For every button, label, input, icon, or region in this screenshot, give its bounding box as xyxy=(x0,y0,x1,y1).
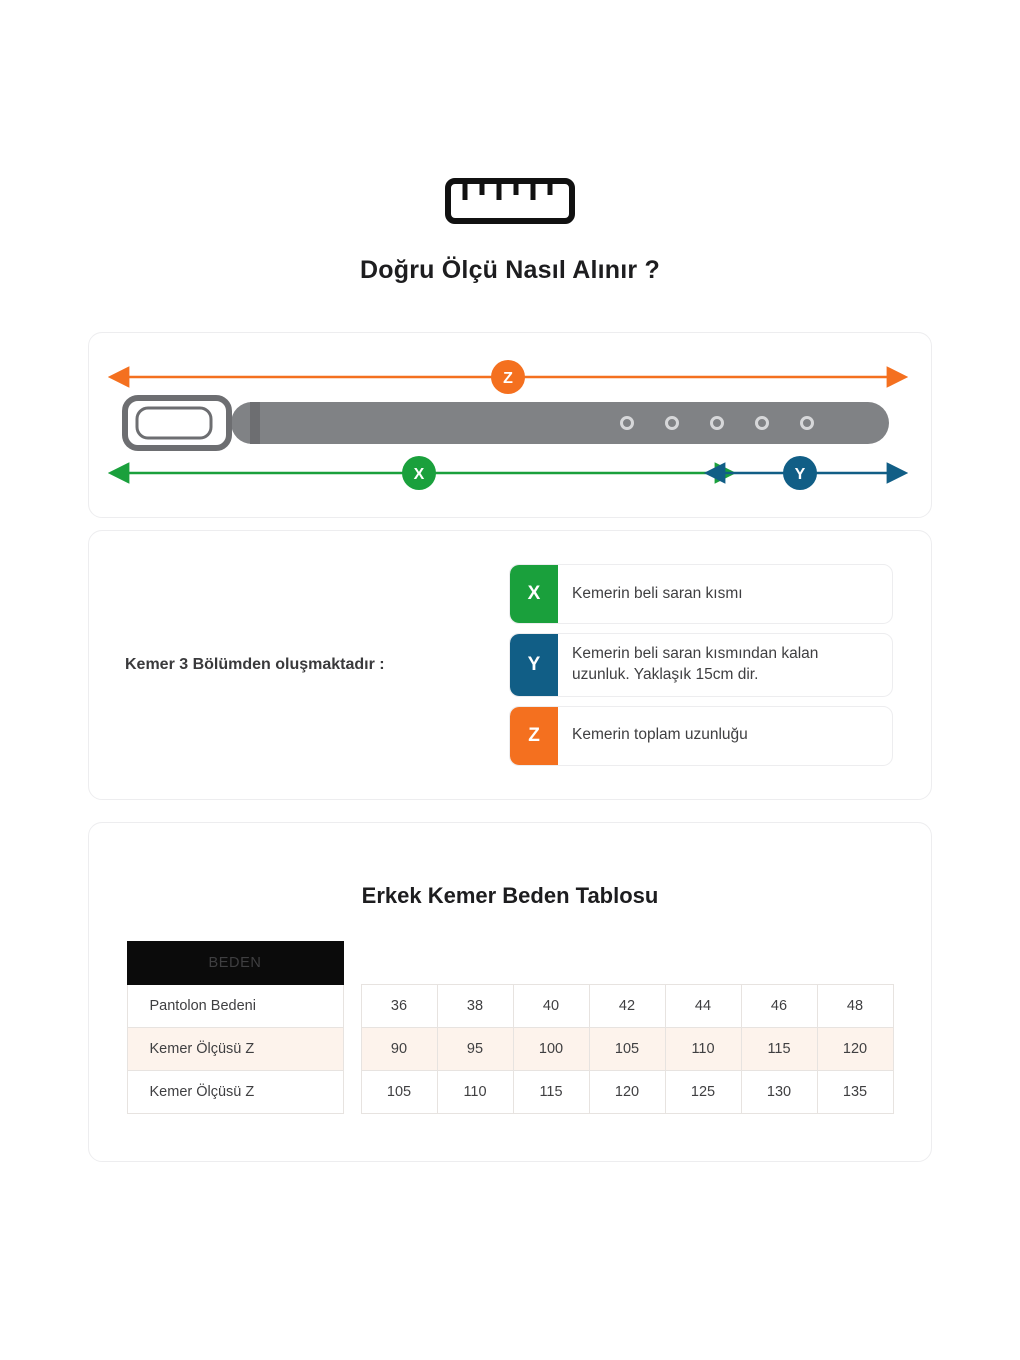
table-head-row xyxy=(127,942,893,985)
measure-line-y xyxy=(723,456,889,490)
cell-value: 40 xyxy=(513,985,589,1028)
cell-value: 46 xyxy=(741,985,817,1028)
cell-value: 42 xyxy=(589,985,665,1028)
legend-key-y: Y xyxy=(510,634,558,696)
belt-diagram-card xyxy=(88,332,932,518)
legend-text-x: Kemerin beli saran kısmı xyxy=(572,584,743,602)
legend-key-z: Z xyxy=(510,707,558,765)
marker-label-x: X xyxy=(413,466,425,483)
legend-item-y xyxy=(509,633,893,697)
cell-value: 95 xyxy=(437,1028,513,1071)
cell-value: 120 xyxy=(817,1028,893,1071)
belt-illustration xyxy=(125,398,889,448)
table-spacer xyxy=(343,942,361,985)
cell-value: 110 xyxy=(665,1028,741,1071)
table-spacer xyxy=(343,1028,361,1071)
cell-value: 100 xyxy=(513,1028,589,1071)
cell-value: 115 xyxy=(513,1071,589,1114)
legend-item-x xyxy=(509,564,893,624)
cell-value: 44 xyxy=(665,985,741,1028)
cell-value: 130 xyxy=(741,1071,817,1114)
table-spacer xyxy=(343,1071,361,1114)
legend-text-y: Kemerin beli saran kısmından kalan uzunluk. Yaklaşık 15cm dir. xyxy=(572,645,819,683)
size-table-title: Erkek Kemer Beden Tablosu xyxy=(361,883,659,908)
page-header xyxy=(0,0,1020,285)
cell-value: 120 xyxy=(589,1071,665,1114)
table-head-beden: BEDEN xyxy=(127,942,343,985)
page-title: Doğru Ölçü Nasıl Alınır ? xyxy=(360,256,660,284)
cell-value: 90 xyxy=(361,1028,437,1071)
cell-value: 38 xyxy=(437,985,513,1028)
legend-item-z xyxy=(509,706,893,766)
cell-value: 48 xyxy=(817,985,893,1028)
legend-text-z: Kemerin toplam uzunluğu xyxy=(572,726,748,744)
table-row xyxy=(127,985,893,1028)
legend-card xyxy=(88,530,932,800)
cell-value: 110 xyxy=(437,1071,513,1114)
cell-value: 36 xyxy=(361,985,437,1028)
belt-diagram xyxy=(89,333,931,517)
legend-key-x: X xyxy=(510,565,558,623)
cell-value: 105 xyxy=(589,1028,665,1071)
marker-label-y: Y xyxy=(794,466,806,483)
legend-caption: Kemer 3 Bölümden oluşmaktadır : xyxy=(125,656,385,673)
table-row xyxy=(127,1071,893,1114)
cell-value: 125 xyxy=(665,1071,741,1114)
row-label: Pantolon Bedeni xyxy=(127,985,343,1028)
cell-value: 135 xyxy=(817,1071,893,1114)
marker-label-z: Z xyxy=(503,370,513,387)
table-head-empty xyxy=(361,942,893,985)
table-spacer xyxy=(343,985,361,1028)
cell-value: 105 xyxy=(361,1071,437,1114)
size-table-card xyxy=(88,822,932,1162)
legend-list xyxy=(509,564,909,766)
size-table xyxy=(127,941,894,1114)
ruler-icon xyxy=(445,178,575,224)
table-row xyxy=(127,1028,893,1071)
row-label: Kemer Ölçüsü Z xyxy=(127,1071,343,1114)
cell-value: 115 xyxy=(741,1028,817,1071)
row-label: Kemer Ölçüsü Z xyxy=(127,1028,343,1071)
